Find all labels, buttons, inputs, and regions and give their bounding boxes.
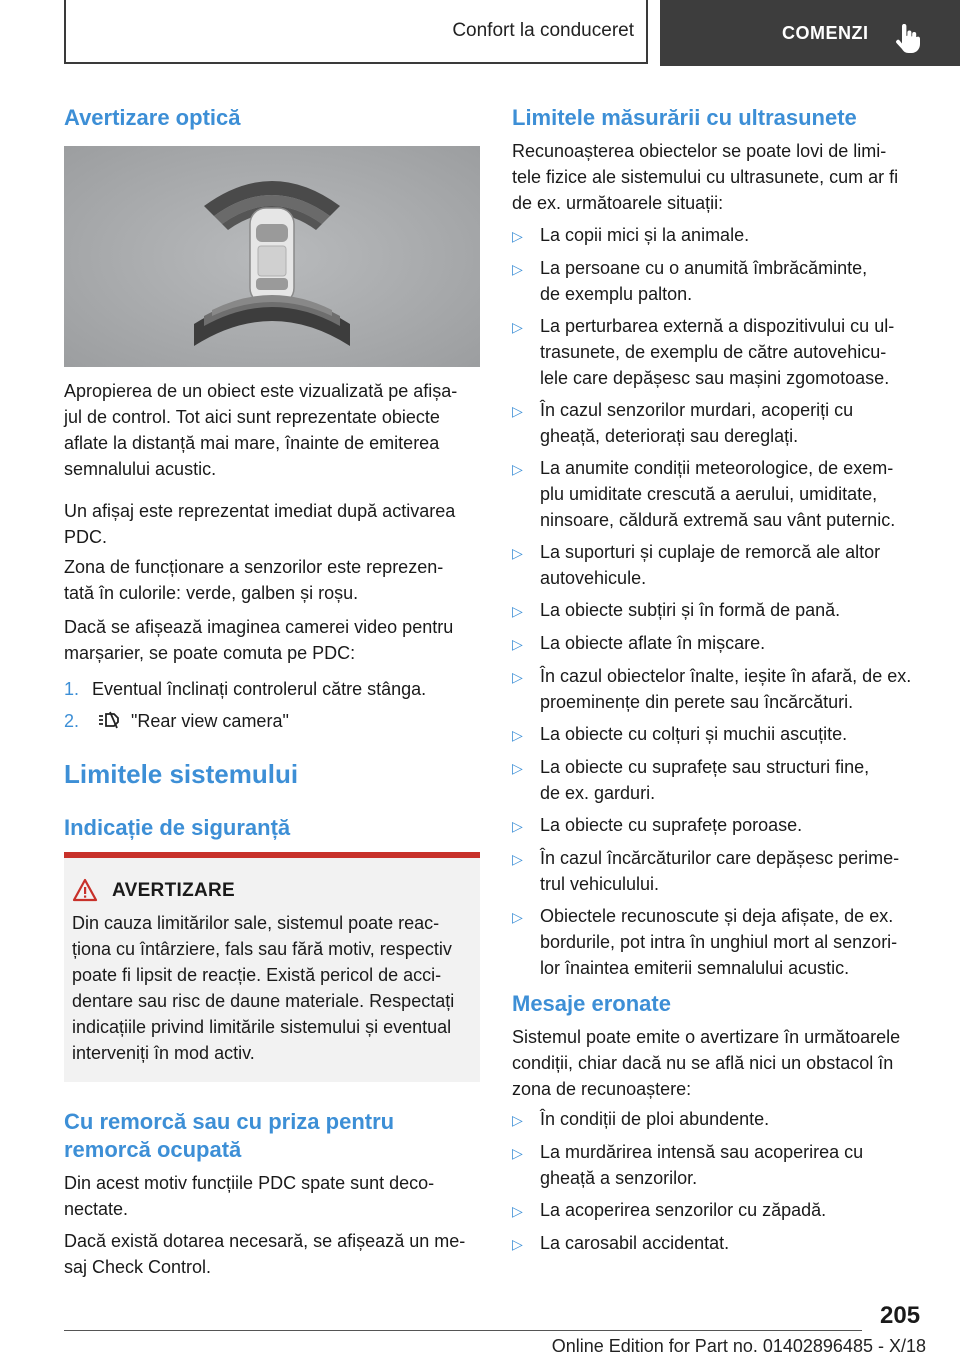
- header-section-tab: [64, 0, 648, 64]
- list-item: [512, 754, 926, 806]
- list-item: [512, 812, 926, 839]
- bullet-triangle-icon: ▷: [512, 669, 523, 685]
- list-item-text: La murdărirea intensă sau acoperirea cu gheață a senzorilor.: [540, 1142, 864, 1188]
- list-item: [512, 1106, 926, 1133]
- list-item-text: În condiții de ploi abundente.: [540, 1109, 770, 1129]
- list-item: [512, 539, 926, 591]
- paragraph-pdc-disconnected: Din acest motiv funcțiile PDC spate sunt deco‐ nectate.: [64, 1173, 435, 1219]
- list-item-text: La copii mici și la animale.: [540, 225, 750, 245]
- list-item: [512, 397, 926, 449]
- bullet-triangle-icon: ▷: [512, 461, 523, 477]
- warning-text: Din cauza limitărilor sale, sistemul poate reac‐ ționa cu întârziere, fals sau fără motiv, respectiv poate fi lipsit de reacție. Există pericol de acci‐ dentare sau risc de daune materiale. Respectați indicațiile privind limitările sistemului și eventual interveniți în mod activ.: [72, 913, 455, 1063]
- bullet-triangle-icon: ▷: [512, 319, 523, 335]
- paragraph-check-control: Dacă există dotarea necesară, se afișează un me‐ saj Check Control.: [64, 1231, 466, 1277]
- list-item: [512, 845, 926, 897]
- list-item: [512, 455, 926, 533]
- list-item-text: La obiecte cu suprafețe sau structuri fine, de ex. garduri.: [540, 757, 870, 803]
- bullet-triangle-icon: ▷: [512, 1145, 523, 1161]
- warning-triangle-icon: [72, 878, 98, 902]
- heading-ultrasound-limits: Limitele măsurării cu ultrasunete: [512, 105, 857, 130]
- bullet-triangle-icon: ▷: [512, 1236, 523, 1252]
- bullet-triangle-icon: ▷: [512, 403, 523, 419]
- list-item: [512, 222, 926, 249]
- bullet-triangle-icon: ▷: [512, 727, 523, 743]
- parking-sensor-illustration: [64, 146, 480, 367]
- rear-view-camera-icon: [97, 710, 123, 730]
- paragraph-display-info: Apropierea de un obiect este vizualizată pe afișa‐ jul de control. Tot aici sunt reprezentate obiecte aflate la distanță mai mare, înainte de emiterea semnalului acustic.: [64, 381, 458, 479]
- heading-safety-note: Indicație de siguranță: [64, 815, 291, 840]
- step-item: 2. "Rear view camera": [64, 711, 289, 731]
- bullet-triangle-icon: ▷: [512, 261, 523, 277]
- paragraph-false-alarms-intro: Sistemul poate emite o avertizare în următoarele condiții, chiar dacă nu se află nici un obstacol în zona de recunoaștere:: [512, 1027, 901, 1099]
- list-item-text: În cazul încărcăturilor care depășesc perime‐ trul vehiculului.: [540, 848, 900, 894]
- footer-edition: Online Edition for Part no. 01402896485 - X/18: [551, 1336, 926, 1356]
- list-item-text: În cazul obiectelor înalte, ieșite în afară, de ex. proeminențe din perete sau încărcături.: [540, 666, 912, 712]
- list-item: [512, 1230, 926, 1257]
- hand-pointer-icon: [894, 24, 920, 54]
- header-section-title: Confort la conduceret: [452, 20, 634, 41]
- ultrasound-limits-list: [512, 222, 926, 981]
- bullet-triangle-icon: ▷: [512, 636, 523, 652]
- paragraph-sensor-zones: Zona de funcționare a senzorilor este reprezen‐ tată în culorile: verde, galben și roșu.: [64, 557, 444, 603]
- page-number: 205: [880, 1302, 921, 1329]
- list-item: [512, 663, 926, 715]
- list-item-text: La suporturi și cuplaje de remorcă ale altor autovehicule.: [540, 542, 881, 588]
- bullet-triangle-icon: ▷: [512, 818, 523, 834]
- steps-list: [64, 676, 480, 734]
- bullet-triangle-icon: ▷: [512, 1112, 523, 1128]
- list-item: [512, 630, 926, 657]
- list-item-text: La carosabil accidentat.: [540, 1233, 730, 1253]
- header-chapter-title: COMENZI: [782, 22, 869, 43]
- list-item: [512, 1139, 926, 1191]
- bullet-triangle-icon: ▷: [512, 909, 523, 925]
- list-item-text: La obiecte aflate în mișcare.: [540, 633, 766, 653]
- parking-sensor-graphic: [64, 146, 480, 367]
- list-item-text: În cazul senzorilor murdari, acoperiți cu gheață, deteriorați sau dereglați.: [540, 400, 854, 446]
- heading-false-alarms: Mesaje eronate: [512, 991, 671, 1016]
- list-item: [512, 903, 926, 981]
- list-item: [512, 597, 926, 624]
- bullet-triangle-icon: ▷: [512, 603, 523, 619]
- list-item-text: La obiecte cu colțuri și muchii ascuțite.: [540, 724, 848, 744]
- list-item: [512, 313, 926, 391]
- list-item: [512, 721, 926, 748]
- paragraph-camera-switch: Dacă se afișează imaginea camerei video pentru marșarier, se poate comuta pe PDC:: [64, 617, 454, 663]
- list-item: [512, 1197, 926, 1224]
- bullet-triangle-icon: ▷: [512, 1203, 523, 1219]
- heading-visual-warning: Avertizare optică: [64, 105, 241, 130]
- bullet-triangle-icon: ▷: [512, 760, 523, 776]
- list-item-text: La perturbarea externă a dispozitivului cu ul‐ trasunete, de exemplu de către autovehicu‐ lele care depășesc sau mașini zgomotoase.: [540, 316, 895, 388]
- step-item: 1. Eventual înclinați controlerul către stânga.: [64, 679, 427, 699]
- heading-system-limits: Limitele sistemului: [64, 759, 299, 789]
- heading-trailer: Cu remorcă sau cu priza pentru remorcă ocupată: [64, 1109, 395, 1162]
- list-item-text: La obiecte subțiri și în formă de pană.: [540, 600, 841, 620]
- list-item-text: Obiectele recunoscute și deja afișate, de ex. bordurile, pot intra în unghiul mort al senzori‐ lor înaintea emiterii semnalului acustic.: [540, 906, 898, 978]
- list-item-text: La acoperirea senzorilor cu zăpadă.: [540, 1200, 827, 1220]
- list-item-text: La anumite condiții meteorologice, de exem‐ plu umiditate crescută a aerului, umiditate, ninsoare, căldură extremă sau vânt puternic.: [540, 458, 896, 530]
- list-item-text: La persoane cu o anumită îmbrăcăminte, de exemplu palton.: [540, 258, 868, 304]
- false-alarms-list: [512, 1106, 926, 1257]
- warning-title: AVERTIZARE: [112, 880, 235, 901]
- paragraph-display-activation: Un afișaj este reprezentat imediat după activarea PDC.: [64, 501, 456, 547]
- list-item-text: La obiecte cu suprafețe poroase.: [540, 815, 803, 835]
- bullet-triangle-icon: ▷: [512, 228, 523, 244]
- footer-rule: [64, 1330, 862, 1331]
- bullet-triangle-icon: ▷: [512, 851, 523, 867]
- bullet-triangle-icon: ▷: [512, 545, 523, 561]
- paragraph-ultrasound-intro: Recunoașterea obiectelor se poate lovi de limi‐ tele fizice ale sistemului cu ultrasunete, cum ar fi de ex. următoarele situații:: [512, 141, 899, 213]
- list-item: [512, 255, 926, 307]
